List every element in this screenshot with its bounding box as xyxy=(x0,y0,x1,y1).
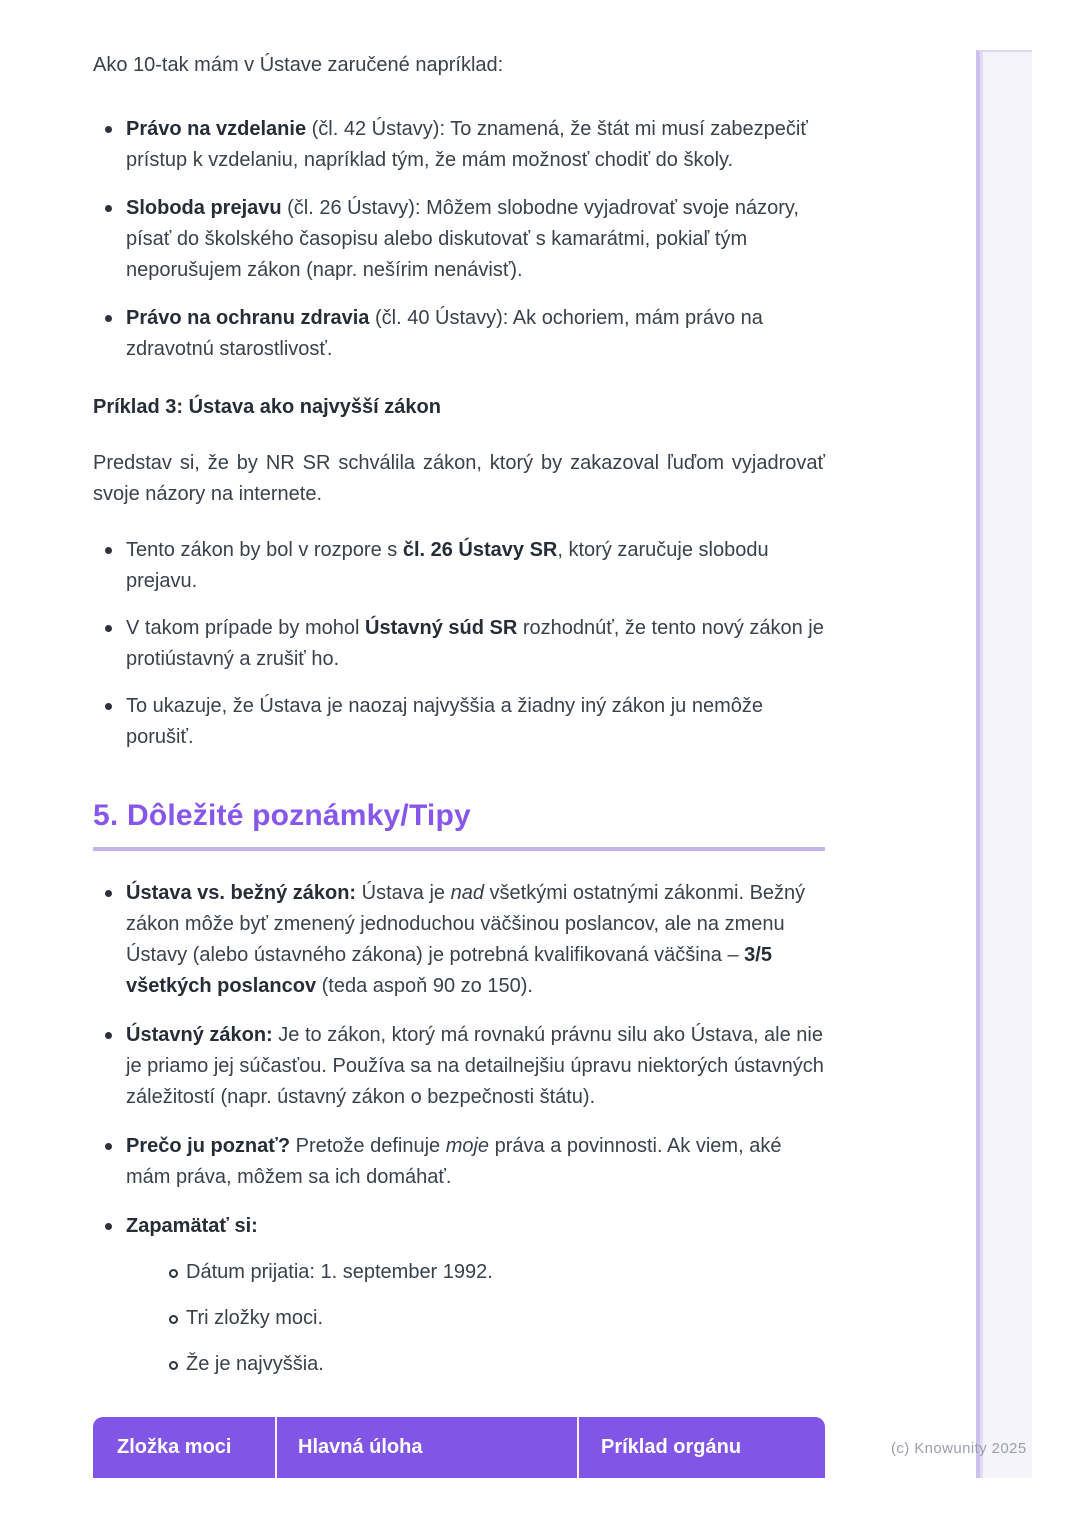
list-item xyxy=(93,1020,825,1113)
list-item xyxy=(93,193,825,286)
list-item-bold: čl. 26 Ústavy SR xyxy=(402,539,558,561)
circle-bullet-icon xyxy=(169,1315,178,1324)
list-item-text: práva a povinnosti. Ak viem, aké mám práva, môžem sa ich domáhať. xyxy=(126,1135,782,1188)
list-item-text: Je to zákon, ktorý má rovnakú právnu silu ako Ústava, ale nie je priamo jej súčasťou. Používa sa na detailnejšiu úpravu niektorých ústavných záležitostí (napr. ústavný zákon o bezpečnosti štátu). xyxy=(126,1024,824,1108)
bullet-icon xyxy=(105,126,112,133)
table-header-row xyxy=(93,1417,825,1478)
list-item xyxy=(93,613,825,675)
list-item-text: Pretože definuje xyxy=(290,1135,446,1157)
list-item-text: Tento zákon by bol v rozpore s xyxy=(126,539,403,561)
list-item-text: (čl. 40 Ústavy): Ak ochoriem, mám právo na zdravotnú starostlivosť. xyxy=(126,307,763,360)
list-item-bold: Ústava vs. bežný zákon: xyxy=(126,882,357,904)
bullet-icon xyxy=(105,1143,112,1150)
bullet-icon xyxy=(105,205,112,212)
list-item xyxy=(93,1211,825,1380)
list-item-bold: Prečo ju poznať? xyxy=(126,1135,291,1157)
list-item-bold: Zapamätať si: xyxy=(126,1215,258,1237)
circle-bullet-icon xyxy=(169,1361,178,1370)
circle-bullet-icon xyxy=(169,1269,178,1278)
list-item-bold: Právo na vzdelanie xyxy=(126,118,307,140)
table-header-cell: Hlavná úloha xyxy=(275,1417,577,1478)
example3-list xyxy=(93,535,825,753)
list-item-text: Tri zložky moci. xyxy=(186,1307,324,1329)
section5-heading: 5. Dôležité poznámky/Tipy xyxy=(93,799,471,832)
notes-list xyxy=(93,878,825,1380)
list-item xyxy=(159,1303,825,1334)
list-item xyxy=(93,303,825,365)
bullet-icon xyxy=(105,315,112,322)
list-item-text: Ústava je xyxy=(356,882,451,904)
example3-paragraph: Predstav si, že by NR SR schválila zákon, ktorý by zakazoval ľuďom vyjadrovať svoje názory na internete. xyxy=(93,452,825,505)
document-content xyxy=(93,0,825,1398)
list-item-text: (čl. 42 Ústavy): To znamená, že štát mi musí zabezpečiť prístup k vzdelaniu, napríklad tým, že mám možnosť chodiť do školy. xyxy=(126,118,808,171)
example3-heading: Príklad 3: Ústava ako najvyšší zákon xyxy=(93,396,441,418)
list-item-text: (teda aspoň 90 zo 150). xyxy=(316,975,533,997)
list-item-text: , ktorý zaručuje slobodu prejavu. xyxy=(126,539,769,592)
list-item xyxy=(93,691,825,753)
list-item-text: Že je najvyššia. xyxy=(186,1353,324,1375)
intro-paragraph: Ako 10-tak mám v Ústave zaručené napríklad: xyxy=(93,54,504,76)
remember-sublist xyxy=(159,1257,825,1380)
list-item-text: rozhodnúť, že tento nový zákon je protiústavný a zrušiť ho. xyxy=(126,617,824,670)
list-item-italic: moje xyxy=(445,1135,490,1157)
list-item-bold: 3/5 všetkých poslancov xyxy=(126,944,772,997)
table-header-cell: Príklad orgánu xyxy=(577,1417,825,1478)
bullet-icon xyxy=(105,1223,112,1230)
list-item-bold: Sloboda prejavu xyxy=(126,197,282,219)
section-underline xyxy=(93,847,825,851)
bullet-icon xyxy=(105,703,112,710)
table-header-cell: Zložka moci xyxy=(117,1436,232,1458)
list-item-text: To ukazuje, že Ústava je naozaj najvyššia a žiadny iný zákon ju nemôže porušiť. xyxy=(126,695,764,748)
list-item xyxy=(93,535,825,597)
bullet-icon xyxy=(105,1032,112,1039)
list-item-italic: nad xyxy=(450,882,484,904)
list-item-bold: Ústavný zákon: xyxy=(126,1024,273,1046)
bullet-icon xyxy=(105,625,112,632)
list-item-text: všetkými ostatnými zákonmi. Bežný zákon môže byť zmenený jednoduchou väčšinou poslancov, ale na zmenu Ústavy (alebo ústavného zákona) je potrebná kvalifikovaná väčšina – xyxy=(126,882,806,966)
list-item xyxy=(93,114,825,176)
rights-list xyxy=(93,114,825,365)
bullet-icon xyxy=(105,890,112,897)
next-page-edge-stripe xyxy=(976,50,1032,1478)
list-item xyxy=(93,878,825,1002)
list-item-bold: Ústavný súd SR xyxy=(365,617,518,639)
list-item-text: Dátum prijatia: 1. september 1992. xyxy=(186,1261,493,1283)
list-item-text: (čl. 26 Ústavy): Môžem slobodne vyjadrovať svoje názory, písať do školského časopisu alebo diskutovať s kamarátmi, pokiaľ tým neporušujem zákon (napr. nešírim nenávisť). xyxy=(126,197,799,281)
bullet-icon xyxy=(105,547,112,554)
copyright-watermark: (c) Knowunity 2025 xyxy=(891,1440,1027,1457)
list-item-text: V takom prípade by mohol xyxy=(126,617,366,639)
list-item xyxy=(159,1257,825,1288)
list-item xyxy=(159,1349,825,1380)
list-item-bold: Právo na ochranu zdravia xyxy=(126,307,370,329)
list-item xyxy=(93,1131,825,1193)
